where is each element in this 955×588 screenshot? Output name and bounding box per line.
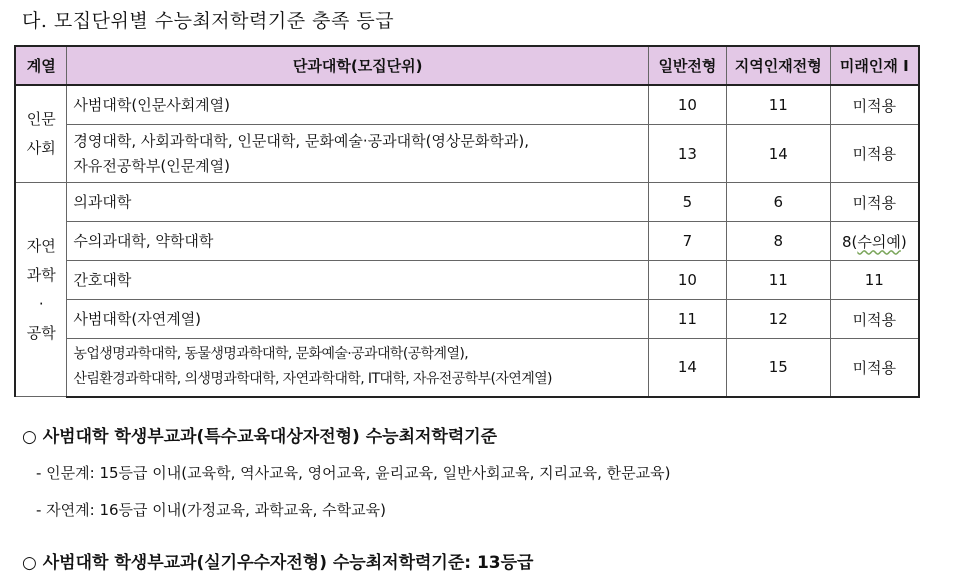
header-field: 계열	[15, 46, 67, 85]
general-grade: 11	[649, 300, 727, 339]
college-name: 사범대학(인문사회계열)	[67, 85, 649, 125]
table-row	[15, 183, 919, 222]
regional-grade: 11	[726, 261, 830, 300]
regional-grade: 15	[726, 339, 830, 397]
regional-grade: 11	[726, 85, 830, 125]
general-grade: 10	[649, 261, 727, 300]
section-title: 다. 모집단위별 수능최저학력기준 충족 등급	[22, 10, 395, 32]
header-college: 단과대학(모집단위)	[67, 46, 649, 85]
table-row	[15, 222, 919, 261]
table-row	[15, 125, 919, 183]
future-grade: 미적용	[830, 85, 919, 125]
practical-skills-heading: ○ 사범대학 학생부교과(실기우수자전형) 수능최저학력기준: 13등급	[22, 553, 534, 573]
future-grade-suffix: )	[900, 232, 907, 251]
college-name: 간호대학	[67, 261, 649, 300]
group-humanities: 인문 사회	[15, 85, 67, 183]
college-name: 농업생명과학대학, 동물생명과학대학, 문화예술·공과대학(공학계열), 산림환경과학대학, 의생명과학대학, 자연과학대학, IT대학, 자유전공학부(자연계열)	[67, 339, 649, 397]
general-grade: 5	[649, 183, 727, 222]
future-grade: 11	[830, 261, 919, 300]
college-name: 의과대학	[67, 183, 649, 222]
group-science: 자연 과학 · 공학	[15, 183, 67, 397]
regional-grade: 8	[726, 222, 830, 261]
table-row	[15, 85, 919, 125]
future-grade: 미적용	[830, 300, 919, 339]
criteria-table	[14, 45, 920, 398]
general-grade: 7	[649, 222, 727, 261]
table-row	[15, 339, 919, 397]
college-name: 사범대학(자연계열)	[67, 300, 649, 339]
regional-grade: 6	[726, 183, 830, 222]
regional-grade: 12	[726, 300, 830, 339]
bullet-science: - 자연계: 16등급 이내(가정교육, 과학교육, 수학교육)	[36, 501, 386, 519]
future-grade-note: 수의예	[857, 232, 901, 251]
general-grade: 13	[649, 125, 727, 183]
future-grade: 미적용	[830, 125, 919, 183]
general-grade: 14	[649, 339, 727, 397]
table-header-row	[15, 46, 919, 85]
header-general: 일반전형	[649, 46, 727, 85]
bullet-humanities: - 인문계: 15등급 이내(교육학, 역사교육, 영어교육, 윤리교육, 일반사회교육, 지리교육, 한문교육)	[36, 464, 671, 482]
college-name: 경영대학, 사회과학대학, 인문대학, 문화예술·공과대학(영상문화학과), 자유전공학부(인문계열)	[67, 125, 649, 183]
header-future: 미래인재 I	[830, 46, 919, 85]
future-grade: 미적용	[830, 339, 919, 397]
header-regional: 지역인재전형	[726, 46, 830, 85]
table-row	[15, 300, 919, 339]
table-row	[15, 261, 919, 300]
regional-grade: 14	[726, 125, 830, 183]
college-name: 수의과대학, 약학대학	[67, 222, 649, 261]
special-education-heading: ○ 사범대학 학생부교과(특수교육대상자전형) 수능최저학력기준	[22, 427, 498, 447]
future-grade	[830, 222, 919, 261]
future-grade: 미적용	[830, 183, 919, 222]
future-grade-prefix: 8(	[841, 232, 858, 251]
general-grade: 10	[649, 85, 727, 125]
